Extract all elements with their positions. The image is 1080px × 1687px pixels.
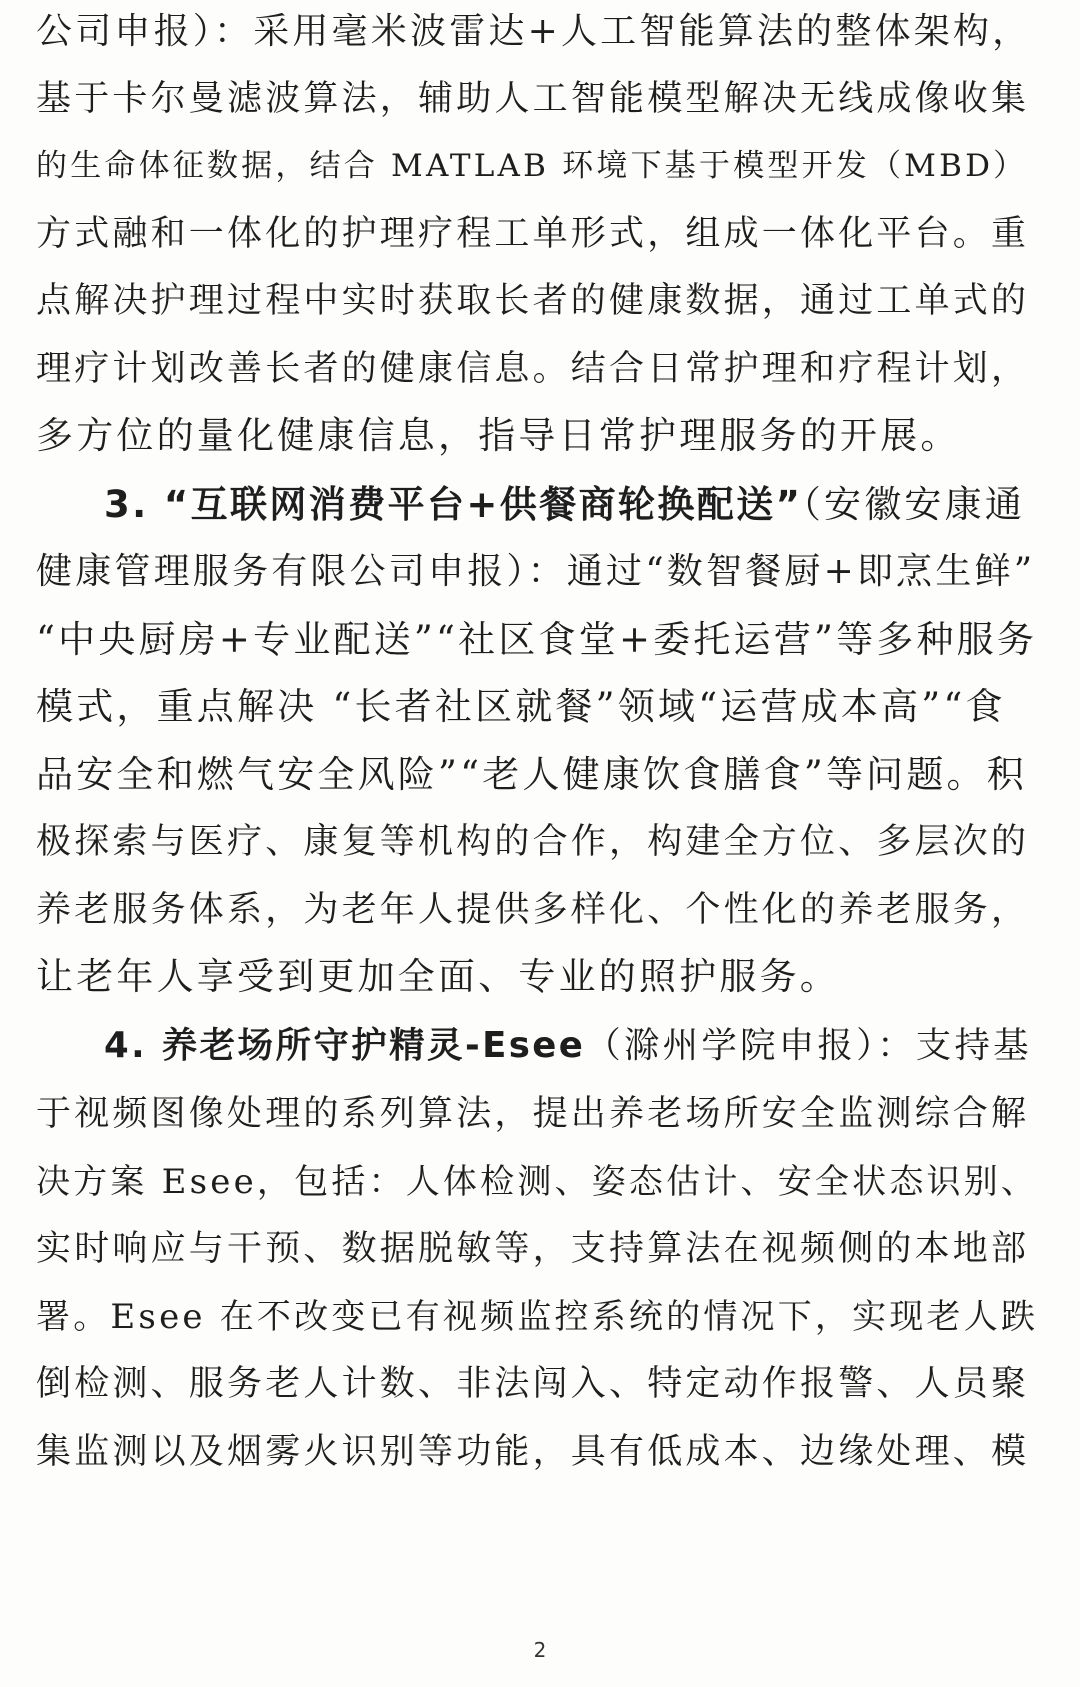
item-3-first-line xyxy=(104,475,1025,535)
item-4-heading: 4. 养老场所守护精灵-Esee xyxy=(104,1025,586,1066)
text-line: 基于卡尔曼滤波算法，辅助人工智能模型解决无线成像收集 xyxy=(36,79,1030,119)
text-line: 署。Esee 在不改变已有视频监控系统的情况下，实现老人跌 xyxy=(36,1297,1039,1337)
text-line: 方式融和一体化的护理疗程工单形式，组成一体化平台。重 xyxy=(36,214,1030,254)
text-line: 的生命体征数据，结合 MATLAB 环境下基于模型开发（MBD） xyxy=(36,148,1028,184)
text-line: 让老年人享受到更加全面、专业的照护服务。 xyxy=(36,955,840,998)
text-line: 于视频图像处理的系列算法，提出养老场所安全监测综合解 xyxy=(36,1094,1030,1134)
text-line: 品安全和燃气安全风险”“老人健康饮食膳食”等问题。积 xyxy=(36,753,1027,796)
text-line: 倒检测、服务老人计数、非法闯入、特定动作报警、人员聚 xyxy=(36,1364,1030,1404)
text-line: 理疗计划改善长者的健康信息。结合日常护理和疗程计划， xyxy=(36,349,1030,389)
text-line: 公司申报）：采用毫米波雷达+人工智能算法的整体架构， xyxy=(36,11,1032,52)
item-3-first-line-text: （安徽安康通 xyxy=(802,483,1026,526)
text-line: 集监测以及烟雾火识别等功能，具有低成本、边缘处理、模 xyxy=(36,1432,1030,1472)
text-line: 决方案 Esee，包括：人体检测、姿态估计、安全状态识别、 xyxy=(36,1162,1039,1202)
text-line: 健康管理服务有限公司申报）：通过“数智餐厨+即烹生鲜” xyxy=(36,551,1036,592)
text-line: 多方位的量化健康信息，指导日常护理服务的开展。 xyxy=(36,414,961,457)
text-line: 极探索与医疗、康复等机构的合作，构建全方位、多层次的 xyxy=(36,822,1030,862)
item-4-first-line-text: （滁州学院申报）：支持基 xyxy=(585,1025,1032,1066)
text-line: 养老服务体系，为老年人提供多样化、个性化的养老服务， xyxy=(36,890,1030,930)
text-line: 实时响应与干预、数据脱敏等，支持算法在视频侧的本地部 xyxy=(36,1229,1030,1269)
page-number: 2 xyxy=(533,1638,547,1662)
text-line: “中央厨房+专业配送”“社区食堂+委托运营”等多种服务 xyxy=(36,618,1038,661)
item-4-first-line xyxy=(104,1016,1032,1076)
text-line: 点解决护理过程中实时获取长者的健康数据，通过工单式的 xyxy=(36,281,1030,321)
item-3-heading: 3. “互联网消费平台+供餐商轮换配送” xyxy=(104,483,803,526)
text-line: 模式，重点解决 “长者社区就餐”领域“运营成本高”“食 xyxy=(36,685,1006,728)
